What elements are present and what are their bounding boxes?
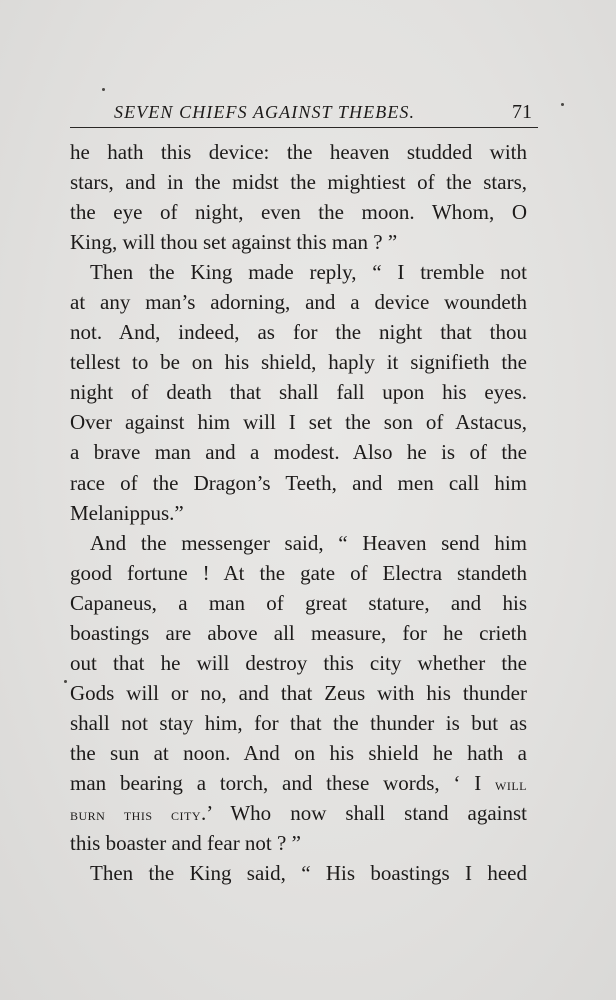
text-line: good fortune ! At the gate of Electra standeth xyxy=(70,560,527,585)
text-line: this boaster and fear not ? ” xyxy=(70,831,301,856)
text-line: boastings are above all measure, for he crieth xyxy=(70,620,527,645)
text-line: man bearing a torch, and these words, ‘ I will xyxy=(70,770,527,795)
ink-speck xyxy=(561,103,564,106)
text-line: Over against him will I set the son of Astacus, xyxy=(70,410,527,435)
text-line: stars, and in the midst the mightiest of the stars, xyxy=(70,170,527,195)
header-rule xyxy=(70,127,538,128)
text-line: night of death that shall fall upon his eyes. xyxy=(70,380,527,405)
text-line: tellest to be on his shield, haply it signifieth the xyxy=(70,350,527,375)
text-line: burn this city.’ Who now shall stand against xyxy=(70,801,527,826)
running-head xyxy=(70,98,538,126)
text-line: Melanippus.” xyxy=(70,500,184,525)
text-line: at any man’s adorning, and a device woundeth xyxy=(70,290,527,315)
text-line: Then the King made reply, “ I tremble not xyxy=(90,260,527,285)
text-line: Then the King said, “ His boastings I heed xyxy=(90,861,527,886)
text-line: Gods will or no, and that Zeus with his thunder xyxy=(70,680,527,705)
text-line: out that he will destroy this city whether the xyxy=(70,650,527,675)
running-title: SEVEN CHIEFS AGAINST THEBES. xyxy=(114,102,416,122)
text-line: not. And, indeed, as for the night that thou xyxy=(70,320,527,345)
body-text xyxy=(70,137,527,888)
page-number: 71 xyxy=(512,101,532,123)
ink-speck xyxy=(64,680,67,683)
text-line: shall not stay him, for that the thunder is but as xyxy=(70,710,527,735)
text-line: the sun at noon. And on his shield he hath a xyxy=(70,740,527,765)
text-line: a brave man and a modest. Also he is of the xyxy=(70,440,527,465)
text-line: he hath this device: the heaven studded with xyxy=(70,140,527,164)
text-line: And the messenger said, “ Heaven send him xyxy=(90,530,527,555)
text-line: race of the Dragon’s Teeth, and men call him xyxy=(70,470,527,495)
ink-speck xyxy=(102,88,105,91)
text-line: King, will thou set against this man ? ” xyxy=(70,230,398,255)
text-line: Capaneus, a man of great stature, and his xyxy=(70,590,527,615)
text-line: the eye of night, even the moon. Whom, O xyxy=(70,200,527,225)
